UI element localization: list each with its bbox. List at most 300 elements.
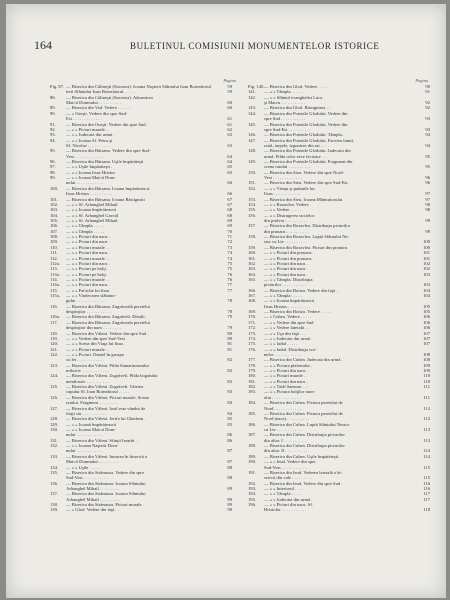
page-reference: 85 — [227, 416, 232, 422]
figure-caption: — » » Tâmpla . . . . . — [264, 491, 303, 497]
page-reference: 77 — [227, 282, 232, 288]
figure-caption: — » » Interiorul . . . . — [264, 485, 304, 491]
page-reference: 111 — [423, 384, 430, 390]
figure-number: 113. — [50, 266, 58, 272]
figure-caption: capului Sf. Ioan Botezătorul . . . . . — [66, 389, 130, 395]
figure-caption: — Biserica din Bârsana. Zugrăveli. Detalii . — [66, 314, 148, 320]
figure-caption: — Biserica din Văleni. Vedere din spre Sud . — [66, 330, 149, 336]
page-reference: 66 — [227, 180, 232, 186]
figure-caption: milostiv . . . . . . . . . . . . — [66, 368, 109, 374]
figure-number: 158. — [248, 234, 257, 240]
page-reference: 65 — [227, 164, 232, 170]
page-reference: 69 — [227, 223, 232, 229]
page-reference: 107 — [423, 335, 430, 341]
figure-caption: raiul, iarpele, izgonirea din rai . . . . — [264, 142, 329, 148]
figure-caption: — Biserica din Bârsana. Zugrăveală peretelui — [66, 303, 150, 309]
figure-caption: — Biserica din Strâmtura. Vedere din spre — [66, 469, 144, 475]
figure-caption: — Biserica din Văleni. Jertfa lui Ghedeon . — [66, 416, 146, 422]
figure-number: 182. — [248, 384, 257, 390]
figure-caption: — » » Icoana împărătească — [66, 207, 116, 213]
page-reference: 69 — [227, 217, 232, 223]
page-reference: 96 — [425, 180, 430, 186]
page-reference: 74 — [227, 250, 232, 256]
figure-caption: raiului. Fragment . . . . . . . . . — [66, 400, 119, 406]
figure-caption: Iisus . . . . . . . . . . . . — [264, 191, 301, 197]
page-reference: 83 — [227, 389, 232, 395]
figure-number: 178. — [248, 362, 257, 368]
figure-number: 97. — [50, 164, 56, 170]
figure-caption: — Biserica din Poienile Glodului. Vedere din — [264, 110, 348, 116]
page-reference: 72 — [227, 239, 232, 245]
page-reference: 116 — [423, 480, 430, 486]
figure-caption: — » » Vedere . . . . . — [264, 207, 301, 213]
figure-number: 163. — [248, 266, 257, 272]
figure-number: 166. — [248, 287, 257, 293]
figure-number: 106. — [50, 223, 59, 229]
figure-number: 149. — [248, 159, 257, 165]
page-reference: 70 — [227, 228, 232, 234]
figure-number: 139. — [50, 507, 59, 513]
figure-caption: — » » Icoana Maicii Dom- — [66, 175, 116, 181]
figure-caption: — Biserica din Strâmtura. Icoana Sfântului — [66, 480, 146, 486]
figure-caption: — Biserica din Bârsana. Vedere din spre Sud- — [66, 148, 151, 154]
page-reference: 60 — [227, 100, 232, 106]
page-reference: 114 — [423, 453, 430, 459]
figure-caption: Maicii Domnului . . . . . . . . . . — [66, 100, 121, 106]
page-reference: 89 — [227, 485, 232, 491]
figure-caption: — » » Vedere laterală . . — [264, 325, 309, 331]
page-reference: 104 — [423, 287, 430, 293]
page-reference: 68 — [227, 207, 232, 213]
figure-number: 147. — [248, 137, 257, 143]
figure-caption: — Biserica din Vad. Vedere . . . . . . — [66, 105, 131, 111]
figure-number: 192. — [248, 480, 257, 486]
figure-caption: sericii din vale . . . . . . . . . — [264, 475, 312, 481]
figure-number: 193. — [248, 485, 257, 491]
figure-number: 117. — [50, 319, 58, 325]
figure-number: 137. — [50, 491, 59, 497]
figure-caption: — » » Uşile . . . . . — [66, 464, 100, 470]
figure-number: 131. — [50, 437, 59, 443]
page-reference: 94 — [425, 132, 430, 138]
figure-caption: Est . . . . . . . . . . . . . — [66, 116, 102, 122]
page-reference: 83 — [227, 378, 232, 384]
figure-caption: cu Lie . . . . . . . . . . . . — [264, 427, 304, 432]
figure-caption: nemilostiv . . . . . . . . . . . — [66, 378, 111, 384]
figure-caption: — Biserica din Călineşti (Suceava). Adormirea — [66, 94, 153, 100]
page-reference: 95 — [425, 153, 430, 159]
figure-caption: — » » Picturi din pronaos — [264, 255, 312, 261]
page-reference: 63 — [227, 142, 232, 148]
page-reference: 99 — [425, 217, 430, 223]
page-reference: 110 — [423, 378, 430, 384]
page-reference: 81 — [227, 346, 232, 352]
figure-caption: — » » Picturi din naos . — [264, 378, 308, 384]
figure-number: 143. — [248, 105, 257, 111]
page-reference: 90 — [425, 84, 430, 89]
page-reference: 86 — [227, 437, 232, 443]
figure-number: 173. — [248, 330, 257, 336]
figure-caption: — Biserica din Glod. Răstignirea . . . — [264, 105, 333, 111]
page-reference: 82 — [227, 368, 232, 374]
figure-number: 142. — [248, 94, 257, 100]
figure-caption: — » » Picturi murale . . — [66, 255, 110, 261]
figure-caption: din pronaos . . . . . . . . . . — [264, 228, 309, 234]
figure-caption: — Biserica din Cuhea. Distribuţia picturilor — [264, 432, 345, 438]
figure-caption: — » » Picturi din naos . — [66, 239, 110, 245]
figure-number: 93. — [50, 132, 56, 138]
figure-caption: Sud-Vest . . . . . . . . . . . — [66, 475, 108, 481]
page-reference: 61 — [227, 116, 232, 122]
page-reference: 106 — [423, 325, 430, 331]
figure-number: 100. — [50, 185, 59, 191]
figure-caption: fraţii săi . . . . . . . . . . . — [66, 410, 107, 416]
figure-number: 164. — [248, 271, 257, 277]
page-reference: 78 — [227, 309, 232, 315]
figure-number: 184. — [248, 400, 257, 406]
figure-number: 181. — [248, 378, 257, 384]
page-reference: 77 — [227, 287, 232, 293]
figure-number: 167. — [248, 293, 257, 299]
page-reference: 73 — [227, 244, 232, 250]
figure-caption: — » » Picturi din naos . — [66, 234, 110, 240]
figure-caption: — Biserica din Sieu. Vedere din spre Nord- — [264, 169, 345, 175]
right-column — [248, 78, 430, 513]
figure-number: 113a. — [50, 271, 60, 277]
figure-number: 194. — [248, 491, 257, 497]
figure-caption: — » » Tâmpla . . . . . — [66, 223, 105, 229]
figure-caption: — Biserica din Bârsana. Icoana împărătească — [66, 185, 150, 191]
page-reference: 97 — [425, 191, 430, 197]
figure-caption: Sud-Vest . . . . . . . . . . . — [264, 464, 306, 470]
figure-caption: din altar. I . . . . . . . . . . — [264, 437, 306, 443]
figure-caption: despărţitor din naos . . . . . . . . — [66, 325, 121, 331]
page-reference: 111 — [423, 394, 430, 400]
figure-number: Fig. 87. — [50, 84, 65, 89]
figure-number: 112. — [50, 255, 58, 261]
figure-caption: nului . . . . . . . . . . . . — [66, 448, 104, 454]
figure-caption: — » » Picturi din naos. Sf. — [264, 502, 313, 508]
figure-number: 160. — [248, 250, 257, 256]
figure-number: 114a. — [50, 282, 60, 288]
figure-caption: — » » Picturi murale . . — [66, 276, 110, 282]
page-reference: 101 — [423, 250, 430, 256]
page-reference: 102 — [423, 266, 430, 272]
figure-caption: — » » Vindecarea slăbăno- — [66, 293, 116, 299]
figure-number: 128. — [50, 416, 59, 422]
figure-caption: — » » Picturi din naos . — [264, 271, 308, 277]
figure-caption: — » » Picturi din naos . — [66, 282, 110, 288]
figure-caption: — » » Judecata din urmă . — [66, 132, 115, 138]
page-reference: 62 — [227, 126, 232, 132]
figure-caption: — » » Picturi murale . . — [66, 346, 110, 352]
figure-caption: — » » Picturi din naos . — [66, 260, 110, 266]
page-reference: 75 — [227, 266, 232, 272]
figure-caption: picturilor . . . . . . . . . . . — [264, 282, 307, 288]
page-reference: 89 — [227, 502, 232, 508]
figure-number: 118. — [50, 330, 58, 336]
page-reference: 108 — [423, 351, 430, 357]
figure-number: 148. — [248, 148, 257, 154]
figure-caption: — Biserica din Cuhea. Uşile împărăteşti . — [264, 453, 341, 459]
page-reference: 92 — [425, 100, 430, 106]
figure-caption: — » » Tâmpla . . . . . — [264, 89, 303, 95]
figure-caption: — Biserica din Văleni. Picturi murale. Scena — [66, 394, 149, 400]
figure-caption: — » » Picturi murale . . — [66, 126, 110, 132]
figure-number: 185. — [248, 410, 257, 416]
figure-caption: — » » Uşa din faţă . . . — [264, 330, 306, 336]
book-page — [6, 4, 446, 598]
figure-caption: Iisus Hristos . . . . . . . . . . — [264, 303, 311, 309]
figure-number: 195. — [248, 496, 257, 502]
page-reference: 117 — [423, 491, 430, 497]
figure-caption: din altar. II . . . . . . . . . . — [264, 448, 308, 454]
figure-number: 179. — [248, 368, 257, 374]
figure-number: 122. — [50, 351, 59, 357]
figure-caption: — » » Rozavlea. Vedere . — [264, 201, 311, 207]
figure-number: 172. — [248, 325, 257, 331]
page-reference: 102 — [423, 260, 430, 266]
figure-caption: — » Cuhea. Vedere . . . . . — [264, 314, 312, 320]
figure-caption: Hristofor . . . . . . . . . . . — [264, 507, 307, 513]
page-reference: 107 — [423, 330, 430, 336]
running-head — [6, 4, 446, 64]
figure-caption: — » » Vieaţa şi patimile lui — [264, 185, 315, 191]
figure-number: 177. — [248, 357, 257, 363]
page-reference: 59 — [227, 89, 232, 95]
figure-number: 180. — [248, 373, 257, 379]
figure-caption: — » » Picturi din naos . — [264, 260, 308, 266]
page-reference: 93 — [425, 116, 430, 122]
figure-number: 174. — [248, 335, 257, 341]
figure-caption: — » » Tâmpla . . . . . — [264, 293, 303, 299]
figure-number: 116a. — [50, 314, 60, 320]
figure-number: 196. — [248, 502, 257, 508]
figure-number: 123. — [50, 362, 59, 368]
figure-caption: — » » Icoană împărătească — [66, 421, 116, 427]
figure-number: 138. — [50, 502, 59, 508]
figure-caption: spre Sud . . . . . . . . . . . — [264, 116, 306, 122]
figure-caption: — » » Distrugerea sicrielor — [264, 212, 315, 218]
page-reference: 89 — [227, 496, 232, 502]
figure-caption: — Biserica din Sieu. Vedere din spre Sud-Est — [264, 180, 348, 186]
figure-number: 102. — [50, 201, 59, 207]
figure-caption: — » » Scena din Viaţa lui Iisus — [66, 341, 124, 347]
figure-number: 94. — [50, 137, 56, 143]
figure-caption: Nord . . . . . . . . . . . . . — [264, 405, 304, 411]
figure-caption: — Biserica din Cuhea. Pictura peretelui de — [264, 410, 343, 416]
page-reference: 118 — [423, 507, 430, 513]
figure-number: 155. — [248, 207, 257, 213]
figure-caption: — Biserica din Strâmtura. Icoana Sfântului — [66, 491, 146, 497]
figure-caption: — » » Icoana Iisus Hristos — [66, 169, 116, 175]
page-reference: 63 — [227, 132, 232, 138]
page-reference: 78 — [227, 298, 232, 304]
figure-number: 176. — [248, 346, 257, 352]
figure-caption: — » Oseşti. Vedere din spre Sud- — [66, 110, 128, 116]
figure-caption: — » » Picturi pe bolţi . — [66, 271, 109, 277]
page-reference: 60 — [227, 105, 232, 111]
page-reference: 112 — [423, 416, 430, 422]
figure-number: 134. — [50, 464, 59, 470]
figure-caption: — Biserica din Poienile Glodului. Judecata din — [264, 148, 351, 154]
figure-caption: — Biserica din Botiza. Vedere . . . . . — [264, 309, 332, 315]
figure-caption: — » » Iadul . . . . . — [264, 341, 298, 347]
figure-list — [50, 84, 232, 513]
figure-number: 162. — [248, 260, 257, 266]
figure-caption: — Biserica din Văleni. Intrarea în biserică a — [66, 453, 148, 459]
figure-caption: — » » Picturi din pronaos — [264, 250, 312, 256]
page-reference: 88 — [227, 475, 232, 481]
page-reference: 115 — [423, 464, 430, 470]
page-reference: 64 — [227, 153, 232, 159]
page-number: 164 — [34, 38, 52, 52]
figure-number: 121. — [50, 346, 59, 352]
page-reference: 76 — [227, 276, 232, 282]
figure-number: 125. — [50, 384, 59, 390]
figure-caption: — » Glod. Vedere din faţă . . — [66, 507, 119, 513]
figure-caption: nelor . . . . . . . . . . . . — [264, 351, 302, 357]
page-reference: 92 — [425, 105, 430, 111]
page-reference: 97 — [425, 196, 430, 202]
figure-number: 98. — [50, 169, 56, 175]
figure-caption: — Biserica din Văleni. Sfinţii Ierarhi . . — [66, 437, 139, 443]
figure-number: 119. — [50, 335, 58, 341]
figure-caption: — » » Vedere din spre Sud — [264, 319, 314, 325]
figure-number: 109. — [50, 239, 59, 245]
figure-caption: — Biserica din Ieud. Vederea laterală a bi- — [264, 469, 343, 475]
figure-number: 112a. — [50, 260, 60, 266]
page-reference: 99 — [425, 228, 430, 234]
figure-caption: Arhanghel Mihail . . . . . . . . . — [66, 485, 120, 491]
figure-caption: — » » Picturi murale . . — [66, 244, 110, 250]
figure-caption: — Biserica din Botiza. Vedere din faţă . . — [264, 287, 340, 293]
figure-caption: — Biserica din Poienile Glodului. Tâmpla . — [264, 132, 345, 138]
figure-number: 88. — [50, 94, 56, 100]
page-reference: 74 — [227, 255, 232, 261]
page-reference: 113 — [423, 437, 430, 443]
left-column — [50, 78, 236, 513]
figure-caption: — » » Judecata din urmă . — [264, 335, 313, 341]
figure-number: 115a. — [50, 293, 60, 299]
figure-caption: terii Sfântului Ioan Botezătorul . . . . . — [66, 89, 135, 95]
figure-caption: Sf. Nicolae . . . . . . . . . . — [66, 142, 110, 148]
figure-caption: — » » Picturi din naos . — [264, 368, 308, 374]
figure-number: 120. — [50, 341, 59, 347]
figure-number: 187. — [248, 432, 257, 438]
figure-number: 157. — [248, 223, 257, 229]
figure-number: 183. — [248, 389, 257, 395]
figure-caption: — » » Picturi. Daniel în groapa — [66, 351, 124, 357]
page-reference: 98 — [425, 201, 430, 207]
page-reference: 82 — [227, 357, 232, 363]
figure-caption: — Biserica din Călineşti (Suceava). Icoana Naşterii Sfântului Ioan Botezătorul — [66, 84, 211, 89]
page-reference: 67 — [227, 201, 232, 207]
figure-caption: — » » Picturi murale . . — [264, 373, 308, 379]
figure-number: 186. — [248, 421, 257, 427]
figure-caption: — Biserica din Poienile Glodului. Fragment din — [264, 159, 353, 165]
page-reference: 86 — [227, 432, 232, 438]
figure-number: 135. — [50, 469, 59, 475]
figure-caption: Vest . . . . . . . . . . . . . — [66, 153, 104, 159]
figure-caption: — Biserica din Bârsana. Icoana Răstignirii — [66, 196, 145, 202]
figure-number: 171. — [248, 319, 257, 325]
figure-number: 189. — [248, 453, 257, 459]
page-reference: 107 — [423, 341, 430, 347]
figure-caption: — » » Pictura bolţilor naos- — [264, 389, 316, 395]
figure-caption: despărţitor . . . . . . . . . . . — [66, 309, 111, 315]
figure-caption: — » » Vedere din spre Sud-Vest — [66, 335, 125, 341]
figure-caption: — Biserica din Văleni. Pilda Samarineanului — [66, 362, 149, 368]
figure-number: Fig. 140. — [248, 84, 265, 89]
figure-number: 103. — [50, 207, 59, 213]
figure-caption: — Biserica din Strâmtura. Picturi murale . — [66, 502, 144, 508]
figure-caption: — » » Judecata din urmă . — [264, 496, 313, 502]
page-reference: 79 — [227, 325, 232, 331]
figure-caption: Arhanghel Mihail . . . . . . . . . — [66, 496, 120, 502]
page-reference: 67 — [227, 196, 232, 202]
figure-caption: stor cu Lie . . . . . . . . . . — [264, 239, 307, 245]
figure-number: 159. — [248, 244, 257, 250]
figure-number: 127. — [50, 405, 59, 411]
figure-caption: — » » Tâmpla. Distribuţia — [264, 276, 313, 282]
page-reference: 81 — [227, 341, 232, 347]
figure-caption: — » » Uşile împărăteşti . — [66, 164, 113, 170]
page-reference: 101 — [423, 255, 430, 261]
figure-number: 124. — [50, 373, 59, 379]
figure-caption: — Biserica din Glod. Vedere . . . . . — [264, 84, 329, 89]
page-reference: 80 — [227, 330, 232, 336]
figure-caption: — Biserica din Poienile Glodului. Facerea lumii, — [264, 137, 355, 143]
figure-caption: şi Marcu . . . . . . . . . . . — [264, 100, 306, 106]
page-reference: 84 — [227, 400, 232, 406]
page-reference: 65 — [227, 169, 232, 175]
page-reference: 79 — [227, 314, 232, 320]
figure-caption: — Biserica din Cuhea. Luptă Sfântului Nestor — [264, 421, 350, 427]
figure-number: 105. — [50, 217, 59, 223]
figure-caption: — Biserica din Văleni. Iosif este vândut de — [66, 405, 146, 411]
figure-entry — [248, 507, 430, 512]
figure-number: 191. — [248, 469, 257, 475]
page-reference: 59 — [227, 84, 232, 89]
figure-caption: — » » Sfântul evanghelist Luca — [264, 94, 323, 100]
figure-number: 92. — [50, 126, 56, 132]
figure-caption: Iisus Hristos . . . . . . . . . . — [66, 191, 113, 197]
figure-caption: — Biserica din Ieud. Vedere din spre Sud . — [264, 480, 343, 486]
figure-number: 168. — [248, 298, 257, 304]
figure-caption: — Biserica din Cuhea. Pictura peretelui de — [264, 400, 343, 406]
page-reference: 105 — [423, 309, 430, 315]
figure-caption: — » » Icoana împărătească — [264, 298, 314, 304]
figure-number: 145. — [248, 121, 257, 127]
figure-number: 136. — [50, 480, 59, 486]
page-reference: 106 — [423, 319, 430, 325]
page-reference: 88 — [227, 464, 232, 470]
page-reference: 75 — [227, 260, 232, 266]
page-reference: 103 — [423, 271, 430, 277]
figure-caption: — » » Tâmpla . . . . . — [66, 228, 105, 234]
page-reference: 116 — [423, 485, 430, 491]
figure-caption: — » » Sf. Arhanghel Mihail — [66, 217, 118, 223]
figure-caption: cu lei . . . . . . . . . . . . — [66, 357, 104, 363]
figure-number: 133. — [50, 453, 59, 459]
page-reference: 109 — [423, 368, 430, 374]
page-reference: 66 — [227, 191, 232, 197]
page-reference: 98 — [425, 207, 430, 213]
page-reference: 95 — [425, 164, 430, 170]
figure-caption: — Biserica din Rozavlea. Picturi din pronaos — [264, 244, 348, 250]
figure-number: 129. — [50, 421, 59, 427]
